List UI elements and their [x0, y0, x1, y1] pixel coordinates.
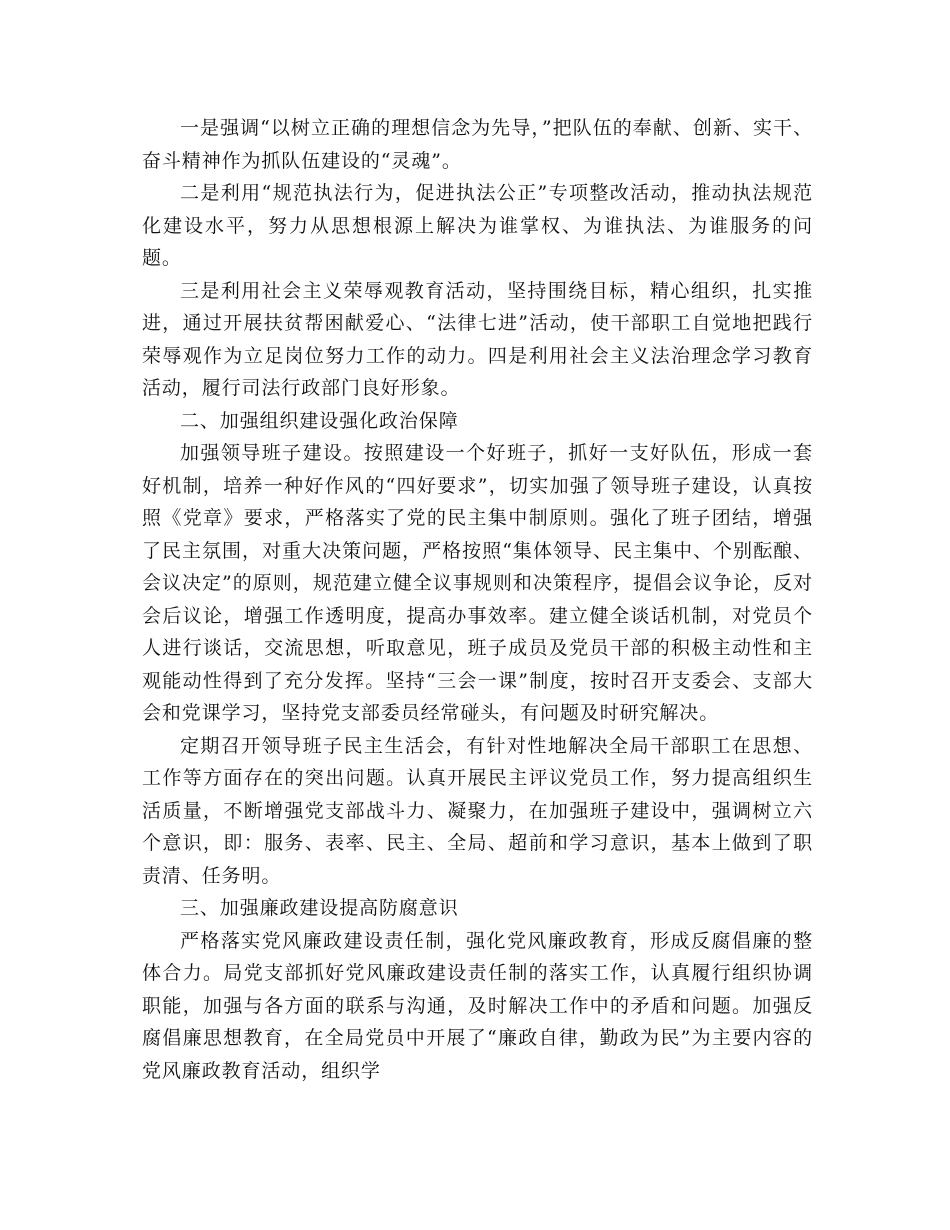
section-heading-2: 二、加强组织建设强化政治保障 [180, 409, 459, 432]
section-heading-3: 三、加强廉政建设提高防腐意识 [180, 897, 459, 919]
paragraph-6: 严格落实党风廉政建设责任制，强化党风廉政教育，形成反腐倡廉的整体合力。局党支部抓好党风廉政建设责任制的落实工作，认真履行组织协调职能，加强与各方面的联系与沟通，及时解决工作中的矛盾和问题。加强反腐倡廉思想教育，在全局党员中开展了“廉政自律，勤政为民”为主要内容的党风廉政教育活动，组织学 [142, 929, 813, 1082]
paragraph-1: 一是强调“以树立正确的理想信念为先导，”把队伍的奉献、创新、实干、奋斗精神作为抓队伍建设的“灵魂”。 [142, 117, 813, 172]
paragraph-4: 加强领导班子建设。按照建设一个好班子，抓好一支好队伍，形成一套好机制，培养一种好作风的“四好要求”，切实加强了领导班子建设，认真按照《党章》要求，严格落实了党的民主集中制原则。强化了班子团结，增强了民主氛围，对重大决策问题，严格按照“集体领导、民主集中、个别酝酿、会议决定”的原则，规范建立健全议事规则和决策程序，提倡会议争论，反对会后议论，增强工作透明度，提高办事效率。建立健全谈话机制，对党员个人进行谈话，交流思想，听取意见，班子成员及党员干部的积极主动性和主观能动性得到了充分发挥。坚持“三会一课”制度，按时召开支委会、支部大会和党课学习，坚持党支部委员经常碰头，有问题及时研究解决。 [142, 442, 813, 724]
document-body [142, 112, 813, 1087]
paragraph-2: 二是利用“规范执法行为，促进执法公正”专项整改活动，推动执法规范化建设水平，努力从思想根源上解决为谁掌权、为谁执法、为谁服务的问题。 [142, 182, 813, 269]
paragraph-3: 三是利用社会主义荣辱观教育活动，坚持围绕目标，精心组织，扎实推进，通过开展扶贫帮困献爱心、“法律七进”活动，使干部职工自觉地把践行荣辱观作为立足岗位努力工作的动力。四是利用社会主义法治理念学习教育活动，履行司法行政部门良好形象。 [142, 279, 813, 399]
paragraph-5: 定期召开领导班子民主生活会，有针对性地解决全局干部职工在思想、工作等方面存在的突出问题。认真开展民主评议党员工作，努力提高组织生活质量，不断增强党支部战斗力、凝聚力，在加强班子建设中，强调树立六个意识，即：服务、表率、民主、全局、超前和学习意识，基本上做到了职责清、任务明。 [142, 734, 813, 887]
